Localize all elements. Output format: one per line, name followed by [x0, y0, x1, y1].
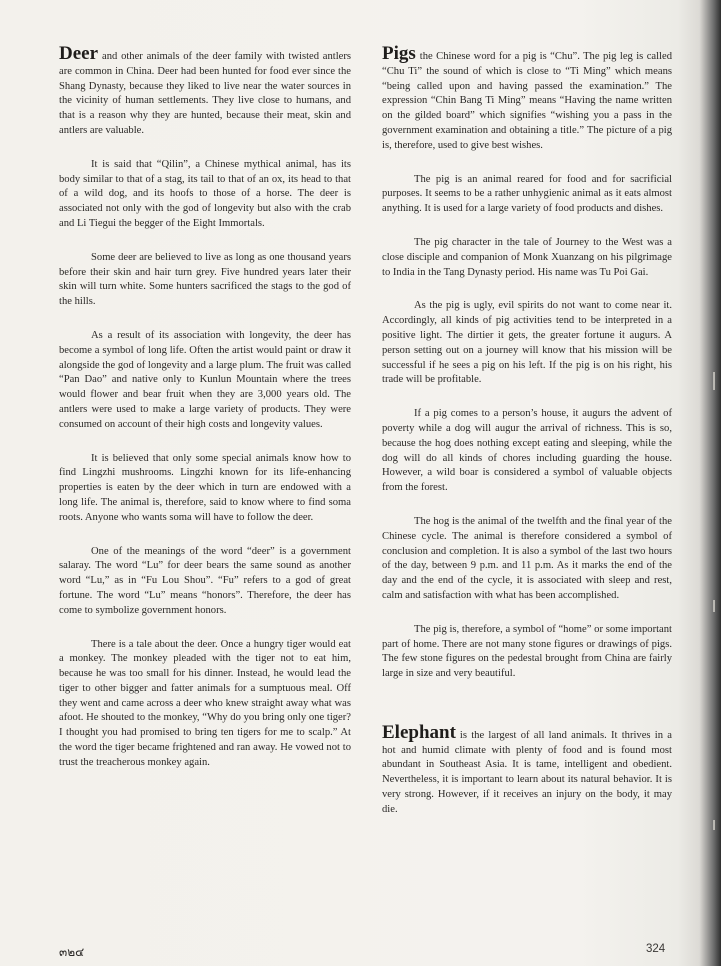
- pigs-heading: Pigs: [382, 43, 416, 64]
- elephant-intro-paragraph: [382, 721, 672, 818]
- binding-mark: [713, 372, 715, 390]
- pigs-intro-paragraph: [382, 43, 672, 154]
- pigs-paragraph: The pig is an animal reared for food and for sacrificial purposes. It seems to be a rather unhygienic animal as it eats almost anything. It is used for a large variety of food products and dishes.: [382, 173, 672, 215]
- page-number: 324: [646, 943, 666, 955]
- elephant-heading: Elephant: [382, 721, 456, 743]
- deer-paragraph: It is believed that only some special animals know how to find Lingzhi mushrooms. Lingzhi known for its life-enhancing properties is eaten by the deer which in turn are endowed with a long life. The animal is, therefore, said to know where to find soma roots. Anyone who wants soma will have to follow the deer.: [59, 452, 351, 523]
- right-column: [382, 43, 672, 837]
- pigs-paragraph: If a pig comes to a person’s house, it augurs the advent of poverty while a dog will augur the arrival of richness. This is so, because the hog does nothing except eating and sleeping, while the dog will do all kinds of chores including guarding the house. However, a wild boar is considered a symbol of valuable objects from the forest.: [382, 408, 672, 494]
- binding-mark: [713, 600, 715, 612]
- elephant-lead-text: is the largest of all land animals. It thrives in a hot and humid climate with plenty of food and is found most abundant in Southeast Asia. It is tame, intelligent and obedient. Nevertheless, it is important to learn about its natural behavior. It is very strong. However, if it receives an injury on the body, it may die.: [382, 729, 672, 815]
- deer-intro-paragraph: [59, 43, 351, 139]
- pigs-paragraph: As the pig is ugly, evil spirits do not want to come near it. Accordingly, all kinds of pig activities tend to be interpreted in a positive light. The dirtier it gets, the greater fortune it augurs. A person setting out on a journey will know that his mission will be successful if he sees a pig on his left. If the pig is on his right, his trade will be profitable.: [382, 300, 672, 386]
- deer-paragraph: One of the meanings of the word “deer” is a government salaray. The word “Lu” for deer bears the same sound as another word “Lu,” as in “Fu Lou Shou”. “Fu” refers to a god of great fortune. The word “Lu” means “honors”. Therefore, the deer has come to symbolize government honors.: [59, 545, 351, 616]
- deer-paragraph: As a result of its association with longevity, the deer has become a symbol of long life. Often the artist would paint or draw it alongside the god of longevity and a large plum. The fruit was called “Pan Dao” and native only to Kunlun Mountain where the trees would flower and bear fruit when they are 3,000 years old. The antlers were used to make a large variety of products. They were consumed on account of their high costs and longevity values.: [59, 329, 351, 430]
- deer-lead-text: and other animals of the deer family with twisted antlers are common in China. Deer had been hunted for food ever since the Shang Dynasty, because they liked to live near the water sources in the vicinity of human settlements. They live close to humans, and that is a reason why they are hunted, because their meat, skin and antlers are valuable.: [59, 51, 351, 136]
- pigs-paragraph: The hog is the animal of the twelfth and the final year of the Chinese cycle. The animal is therefore considered a symbol of conclusion and completion. It is also a symbol of the last two hours of the day, between 9 p.m. and 11 p.m. As it marks the end of the day and the end of the cycle, it is associated with sleep and rest, calm and satisfaction with what has been accomplished.: [382, 515, 672, 601]
- deer-paragraph: There is a tale about the deer. Once a hungry tiger would eat a monkey. The monkey pleaded with the tiger not to eat him, because he was too small for his dinner. Instead, he would lead the tiger to other bigger and fatter animals for a sumptuous meal. Off they went and came across a deer who knew straight away what was afoot. He shouted to the monkey, “Why do you bring only one tiger? I thought you had promised to bring ten tigers for me to scalp.” At the word the tiger became frightened and ran away. He vowed not to trust the treacherous monkey again.: [59, 638, 351, 768]
- deer-heading: Deer: [59, 43, 99, 64]
- deer-paragraph: Some deer are believed to live as long as one thousand years before their skin and hair turn grey. Five hundred years later their skin will turn white. Some hunters sacrificed the stags to the god of the hills.: [59, 251, 351, 308]
- deer-paragraph: It is said that “Qilin”, a Chinese mythical animal, has its body similar to that of a stag, its tail to that of an ox, its head to that of a wild dog, and its hoofs to those of a horse. The deer is associated not only with the god of longevity but also with the crab and Li Tiegui the begger of the Eight Immortals.: [59, 158, 351, 229]
- binding-mark: [713, 820, 715, 830]
- left-column: [59, 43, 351, 790]
- pigs-paragraph: The pig is, therefore, a symbol of “home” or some important part of home. There are not many stone figures or drawings of pigs. The few stone figures on the pedestal brought from China are fairly large in size and very beautiful.: [382, 623, 672, 680]
- thai-page-number: ๓๒๔: [59, 945, 85, 959]
- pigs-paragraph: The pig character in the tale of Journey to the West was a close disciple and companion of Monk Xuanzang on his pilgrimage to India in the Tang Dynasty period. His name was Tu Poi Gai.: [382, 236, 672, 278]
- pigs-lead-text: the Chinese word for a pig is “Chu”. The pig leg is called “Chu Ti” the sound of which is close to “Ti Ming” which means “being called upon and having passed the examination.” The expression “Chin Bang Ti Ming” means “Having the name written on the gilded board” which signifies “wishing you a pass in the government examination and obtaining a title.” The picture of a pig is, therefore, used to give best wishes.: [382, 51, 672, 151]
